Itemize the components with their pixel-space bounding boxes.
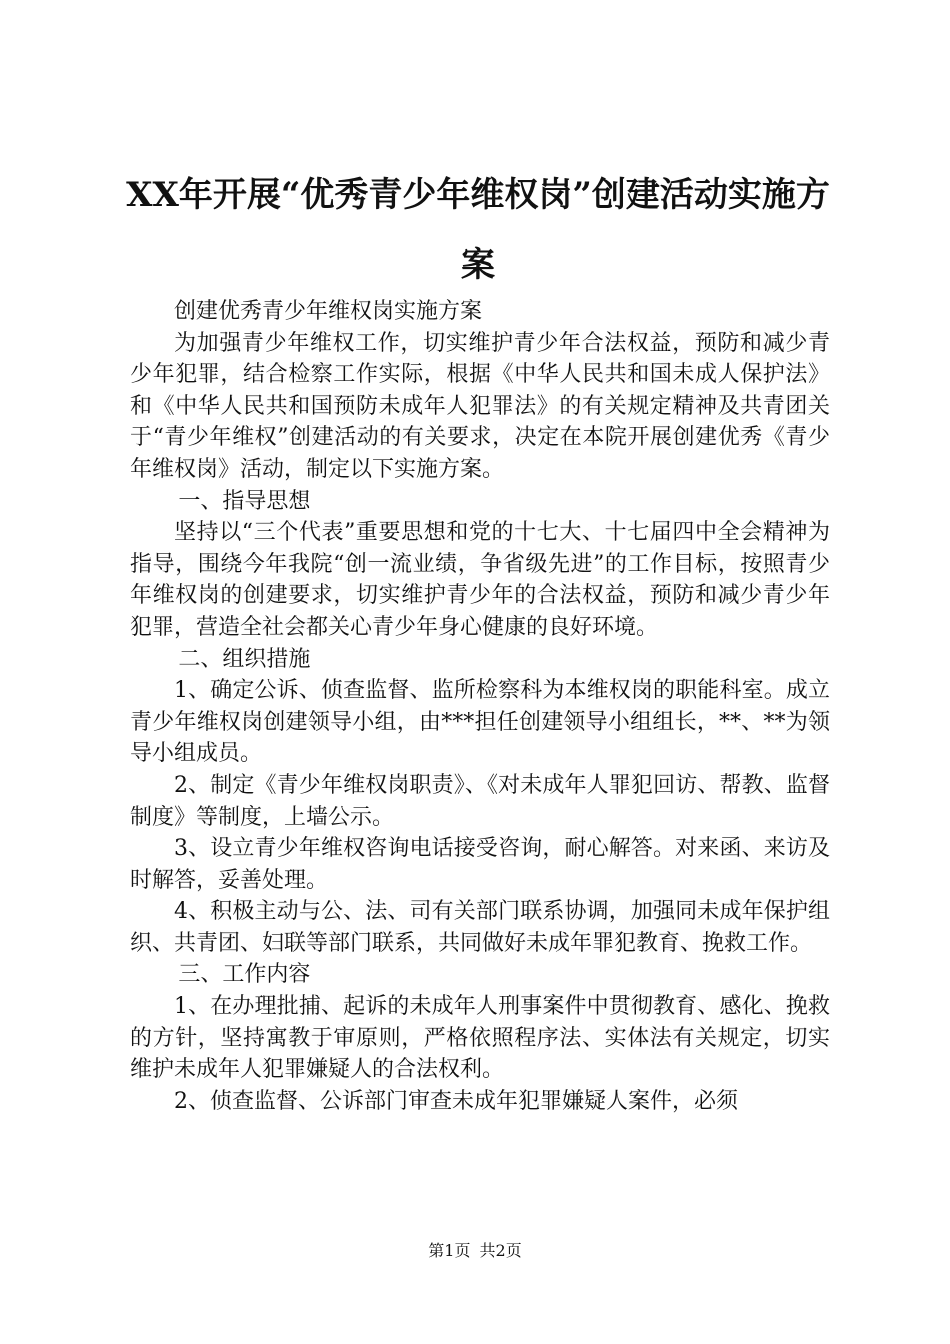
paragraph-organization-3: 3、设立青少年维权咨询电话接受咨询，耐心解答。对来函、来访及时解答，妥善处理。 bbox=[130, 836, 830, 893]
section-heading-guiding-ideology: 一、指导思想 bbox=[178, 488, 311, 514]
section-heading-work-content: 三、工作内容 bbox=[178, 962, 311, 988]
paragraph-work-content-1: 1、在办理批捕、起诉的未成年人刑事案件中贯彻教育、感化、挽救的方针，坚持寓教于审原则，严格依照程序法、实体法有关规定，切实维护未成年人犯罪嫌疑人的合法权利。 bbox=[130, 994, 830, 1083]
paragraph-organization-2: 2、制定《青少年维权岗职责》、《对未成年人罪犯回访、帮教、监督制度》等制度，上墙公示。 bbox=[130, 772, 830, 830]
document-body bbox=[130, 296, 830, 1117]
paragraph-subtitle: 创建优秀青少年维权岗实施方案 bbox=[174, 299, 483, 324]
page-number: 第1页 bbox=[428, 1241, 471, 1260]
section-heading-organization: 二、组织措施 bbox=[178, 646, 311, 672]
paragraph-organization-1: 1、确定公诉、侦查监督、监所检察科为本维权岗的职能科室。成立青少年维权岗创建领导小组，由***担任创建领导小组组长，**、**为领导小组成员。 bbox=[130, 678, 830, 767]
paragraph-work-content-2: 2、侦查监督、公诉部门审查未成年犯罪嫌疑人案件，必须 bbox=[174, 1088, 738, 1114]
paragraph-intro: 为加强青少年维权工作，切实维护青少年合法权益，预防和减少青少年犯罪，结合检察工作实际，根据《中华人民共和国未成人保护法》和《中华人民共和国预防未成年人犯罪法》的有关规定精神及共青团关于“青少年维权”创建活动的有关要求，决定在本院开展创建优秀《青少年维权岗》活动，制定以下实施方案。 bbox=[130, 330, 830, 482]
document-title: XX年开展“优秀青少年维权岗”创建活动实施方案 bbox=[126, 175, 830, 285]
paragraph-guiding-ideology: 坚持以“三个代表”重要思想和党的十七大、十七届四中全会精神为指导，围绕今年我院“创一流业绩，争省级先进”的工作目标，按照青少年维权岗的创建要求，切实维护青少年的合法权益，预防和减少青少年犯罪，营造全社会都关心青少年身心健康的良好环境。 bbox=[130, 520, 830, 640]
page-footer bbox=[0, 1241, 950, 1261]
page-total: 共2页 bbox=[479, 1241, 522, 1260]
paragraph-organization-4: 4、积极主动与公、法、司有关部门联系协调，加强同未成年保护组织、共青团、妇联等部门联系，共同做好未成年罪犯教育、挽救工作。 bbox=[130, 899, 830, 956]
